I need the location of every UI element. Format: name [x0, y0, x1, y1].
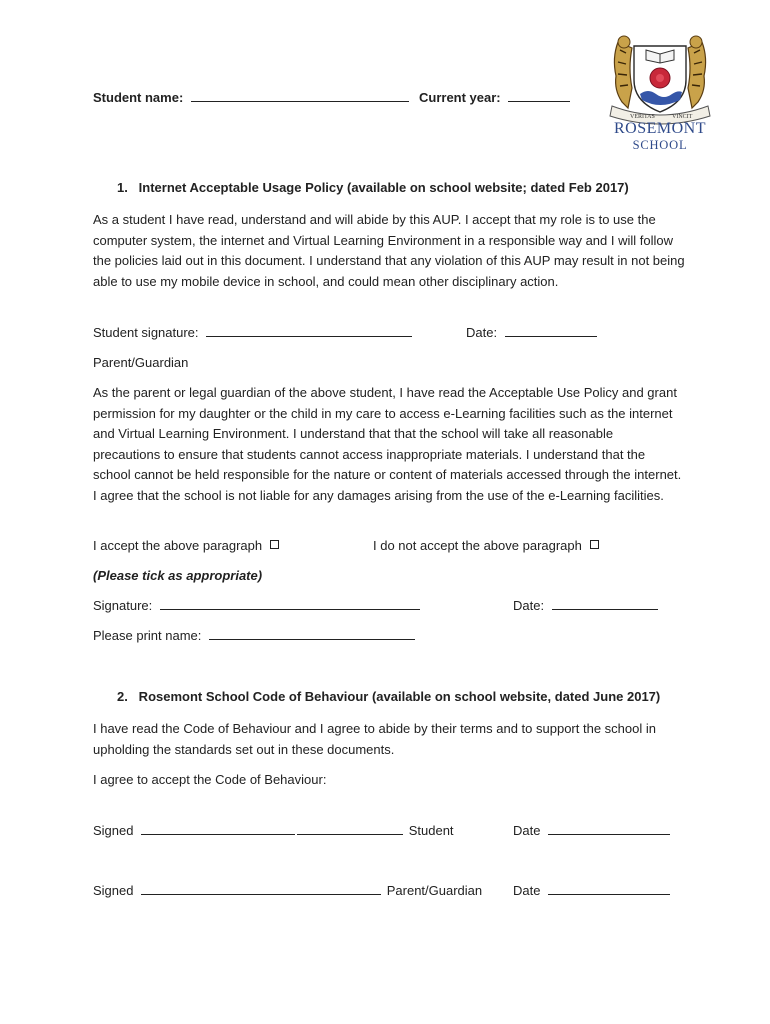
student-name-row	[93, 88, 409, 109]
print-name-row	[93, 626, 415, 647]
student-name-label: Student name:	[93, 90, 184, 105]
student-signature-label: Student signature:	[93, 325, 199, 340]
student-signature-row	[93, 323, 412, 344]
accept-label: I accept the above paragraph	[93, 538, 263, 553]
parent-date-row	[513, 881, 670, 902]
section2-heading: 2. Rosemont School Code of Behaviour (available on school website, dated June 2017)	[117, 689, 661, 704]
print-name-field[interactable]	[209, 626, 415, 640]
date-label-4: Date	[513, 883, 541, 898]
parent-signed-row	[93, 881, 482, 902]
student-signed-field-b[interactable]	[297, 821, 403, 835]
tick-note: (Please tick as appropriate)	[93, 568, 263, 583]
date-field-1[interactable]	[505, 323, 597, 337]
student-role-label: Student	[408, 823, 454, 838]
signed-label-2: Signed	[93, 883, 134, 898]
student-signed-field-a[interactable]	[141, 821, 295, 835]
section1-heading: 1. Internet Acceptable Usage Policy (available on school website; dated Feb 2017)	[117, 180, 629, 195]
print-name-label: Please print name:	[93, 628, 202, 643]
not-accept-option[interactable]	[373, 536, 599, 557]
parent-signed-field[interactable]	[141, 881, 381, 895]
current-year-field[interactable]	[508, 88, 570, 102]
current-year-row	[419, 88, 570, 109]
signed-label-1: Signed	[93, 823, 134, 838]
date-field-3[interactable]	[548, 821, 670, 835]
not-accept-checkbox[interactable]	[590, 540, 599, 549]
section1-paragraph: As a student I have read, understand and will abide by this AUP. I accept that my role is to use the computer system, the internet and Virtual Learning Environment in a responsible way and I will follow the policies laid out in this document. I understand that any violation of this AUP may result in not being able to use my mobile device in school, and could mean other disciplinary action.	[93, 212, 685, 289]
signature-row	[93, 596, 420, 617]
date-row-1	[466, 323, 597, 344]
school-name-logotype	[598, 120, 722, 153]
parent-guardian-heading: Parent/Guardian	[93, 355, 189, 370]
student-name-field[interactable]	[191, 88, 409, 102]
student-signature-field[interactable]	[206, 323, 412, 337]
student-date-row	[513, 821, 670, 842]
date-label-3: Date	[513, 823, 541, 838]
agree-line: I agree to accept the Code of Behaviour:	[93, 772, 327, 787]
date-label-2: Date:	[513, 598, 545, 613]
date-field-2[interactable]	[552, 596, 658, 610]
date-row-2	[513, 596, 658, 617]
motto-right-text: VINCIT	[672, 114, 693, 120]
signature-field[interactable]	[160, 596, 420, 610]
student-signed-row	[93, 821, 454, 842]
accept-option[interactable]	[93, 536, 279, 557]
parent-guardian-role-label: Parent/Guardian	[386, 883, 483, 898]
date-label-1: Date:	[466, 325, 498, 340]
current-year-label: Current year:	[419, 90, 501, 105]
school-name-line2: SCHOOL	[632, 138, 688, 152]
school-name-line1: ROSEMONT	[613, 120, 706, 137]
date-field-4[interactable]	[548, 881, 670, 895]
signature-label: Signature:	[93, 598, 153, 613]
motto-left-text: VERITAS	[630, 114, 655, 120]
section2-paragraph: I have read the Code of Behaviour and I agree to abide by their terms and to support the school in upholding the standards set out in these documents.	[93, 721, 656, 757]
not-accept-label: I do not accept the above paragraph	[373, 538, 582, 553]
accept-checkbox[interactable]	[270, 540, 279, 549]
parent-paragraph: As the parent or legal guardian of the above student, I have read the Acceptable Use Policy and grant permission for my daughter or the child in my care to access e-Learning facilities such as the internet and Virtual Learning Environment. I understand that that the school will take all reasonable precautions to ensure that students cannot access inappropriate materials. I understand that the school cannot be held responsible for the nature or content of materials accessed through the internet. I agree that the school is not liable for any damages arising from the use of the e-Learning facilities.	[93, 385, 682, 503]
